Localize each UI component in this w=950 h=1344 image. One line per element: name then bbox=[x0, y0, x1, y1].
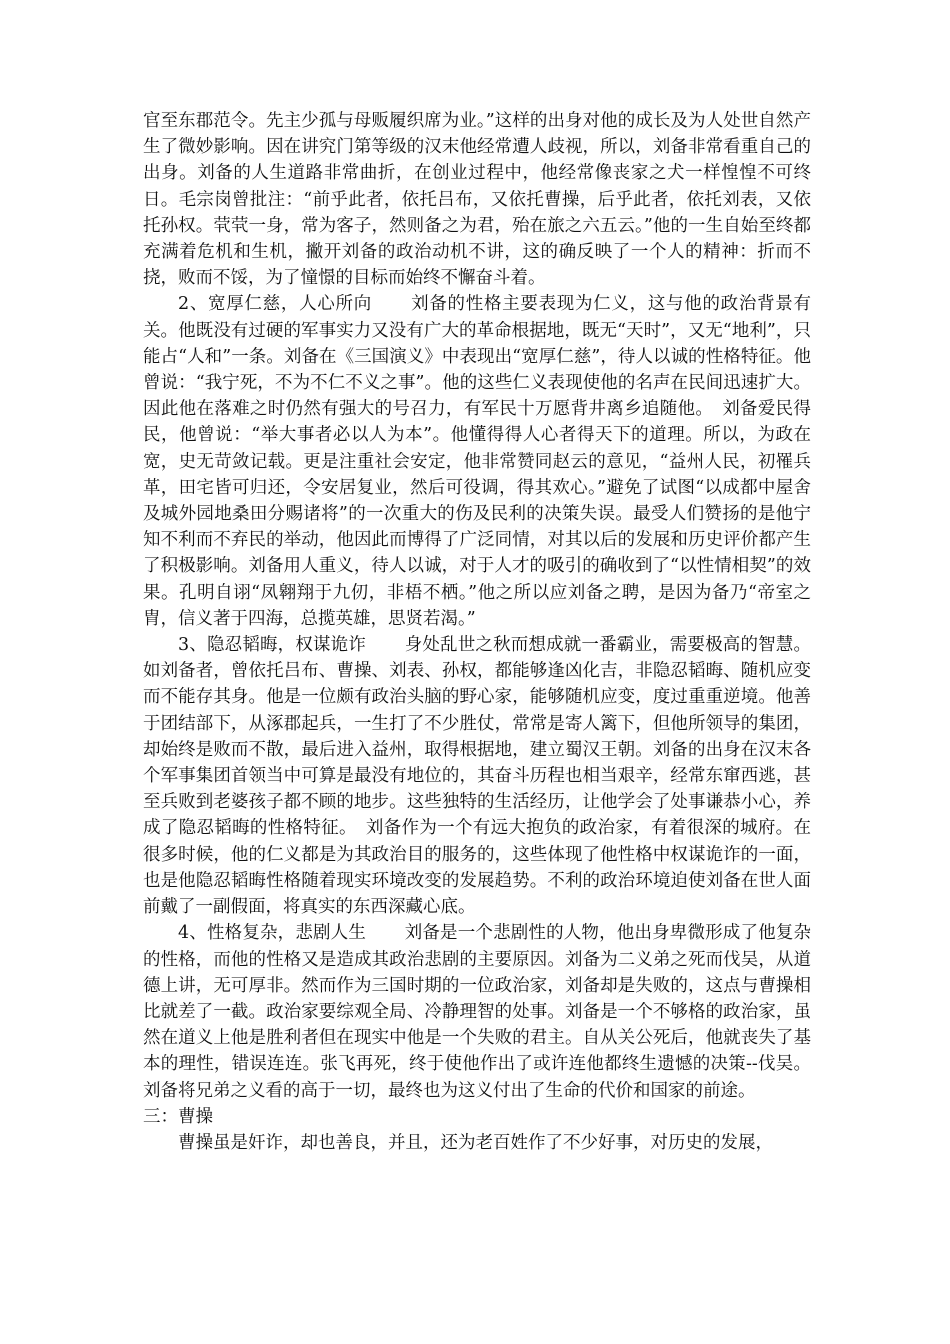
section-title-cao-cao bbox=[143, 1104, 811, 1130]
paragraph-liu-bei-origin bbox=[143, 108, 811, 291]
paragraph-text: 刘备的性格主要表现为仁义，这与他的政治背景有关。他既没有过硬的军事实力又没有广大的革命根据地，既无“天时”，又无“地利”，只能占“人和”一条。刘备在《三国演义》中表现出“宽厚仁慈”，待人以诚的性格特征。他曾说：“我宁死，不为不仁不义之事”。他的这些仁义表现使他的名声在民间迅速扩大。因此他在落难之时仍然有强大的号召力，有军民十万愿背井离乡追随他。 刘备爱民得民，他曾说：“举大事者必以人为本”。他懂得得人心者得天下的道理。所以，为政在宽，史无苛敛记载。更是注重社会安定，他非常赞同赵云的意见，“益州人民，初罹兵革，田宅皆可归还，令安居复业，然后可役调，得其欢心。”避免了试图“以成都中屋舍及城外园地桑田分赐诸将”的一次重大的伤及民利的决策失误。最受人们赞扬的是他宁知不利而不弃民的举动，他因此而博得了广泛同情，对其以后的发展和历史评价都产生了积极影响。刘备用人重义，待人以诚，对于人才的吸引的确收到了“以性情相契”的效果。孔明自诩“凤翱翔于九仞，非梧不栖。”他之所以应刘备之聘，是因为备乃“帝室之胄，信义著于四海，总揽英雄，思贤若渴。” bbox=[143, 294, 811, 629]
section-heading-forbearance: 3、隐忍韬晦，权谋诡诈 bbox=[178, 635, 367, 656]
section-title-text: 三：曹操 bbox=[143, 1106, 213, 1127]
paragraph-text: 刘备是一个悲剧性的人物，他出身卑微形成了他复杂的性格，而他的性格又是造成其政治悲剧的主要原因。刘备为二义弟之死而伐吴，从道德上讲，无可厚非。然而作为三国时期的一位政治家，刘备却是失败的，这点与曹操相比就差了一截。政治家要综观全局、冷静理智的处事。刘备是一个不够格的政治家，虽然在道义上他是胜利者但在现实中他是一个失败的君主。自从关公死后，他就丧失了基本的理性，错误连连。张飞再死，终于使他作出了或许连他都终生遗憾的决策--伐吴。刘备将兄弟之义看的高于一切，最终也为这义付出了生命的代价和国家的前途。 bbox=[143, 923, 811, 1101]
paragraph-cao-cao-intro bbox=[143, 1130, 811, 1156]
section-heading-tragedy: 4、性格复杂，悲剧人生 bbox=[178, 923, 367, 944]
section-heading-kindness: 2、宽厚仁慈，人心所向 bbox=[178, 294, 372, 315]
paragraph-text: 身处乱世之秋而想成就一番霸业，需要极高的智慧。如刘备者，曾依托吕布、曹操、刘表、孙权，都能够逢凶化吉，非隐忍韬晦、随机应变而不能存其身。他是一位颇有政治头脑的野心家，能够随机应变，度过重重逆境。他善于团结部下，从涿郡起兵，一生打了不少胜仗，常常是寄人篱下，但他所领导的集团，却始终是败而不散，最后进入益州，取得根据地，建立蜀汉王朝。刘备的出身在汉末各个军事集团首领当中可算是最没有地位的，其奋斗历程也相当艰辛，经常东窜西逃，甚至兵败到老婆孩子都不顾的地步。这些独特的生活经历，让他学会了处事谦恭小心，养成了隐忍韬晦的性格特征。 刘备作为一个有远大抱负的政治家，有着很深的城府。在很多时候，他的仁义都是为其政治目的服务的，这些体现了他性格中权谋诡诈的一面，也是他隐忍韬晦性格随着现实环境改变的发展趋势。不利的政治环境迫使刘备在世人面前戴了一副假面，将真实的东西深藏心底。 bbox=[143, 635, 811, 918]
paragraph-kindness bbox=[143, 291, 811, 632]
document-body bbox=[143, 108, 811, 1156]
paragraph-tragedy bbox=[143, 920, 811, 1103]
paragraph-text: 官至东郡范令。先主少孤与母贩履织席为业。”这样的出身对他的成长及为人处世自然产生了微妙影响。因在讲究门第等级的汉末他经常遭人歧视，所以，刘备非常看重自己的出身。刘备的人生道路非常曲折，在创业过程中，他经常像丧家之犬一样惶惶不可终日。毛宗岗曾批注：“前乎此者，依托吕布，又依托曹操，后乎此者，依托刘表，又依托孙权。茕茕一身，常为客子，然则备之为君，殆在旅之六五云。”他的一生自始至终都充满着危机和生机，撇开刘备的政治动机不讲，这的确反映了一个人的精神：折而不挠，败而不馁，为了憧憬的目标而始终不懈奋斗着。 bbox=[143, 111, 811, 289]
paragraph-forbearance bbox=[143, 632, 811, 920]
paragraph-text: 曹操虽是奸诈，却也善良，并且，还为老百姓作了不少好事，对历史的发展， bbox=[178, 1132, 773, 1153]
